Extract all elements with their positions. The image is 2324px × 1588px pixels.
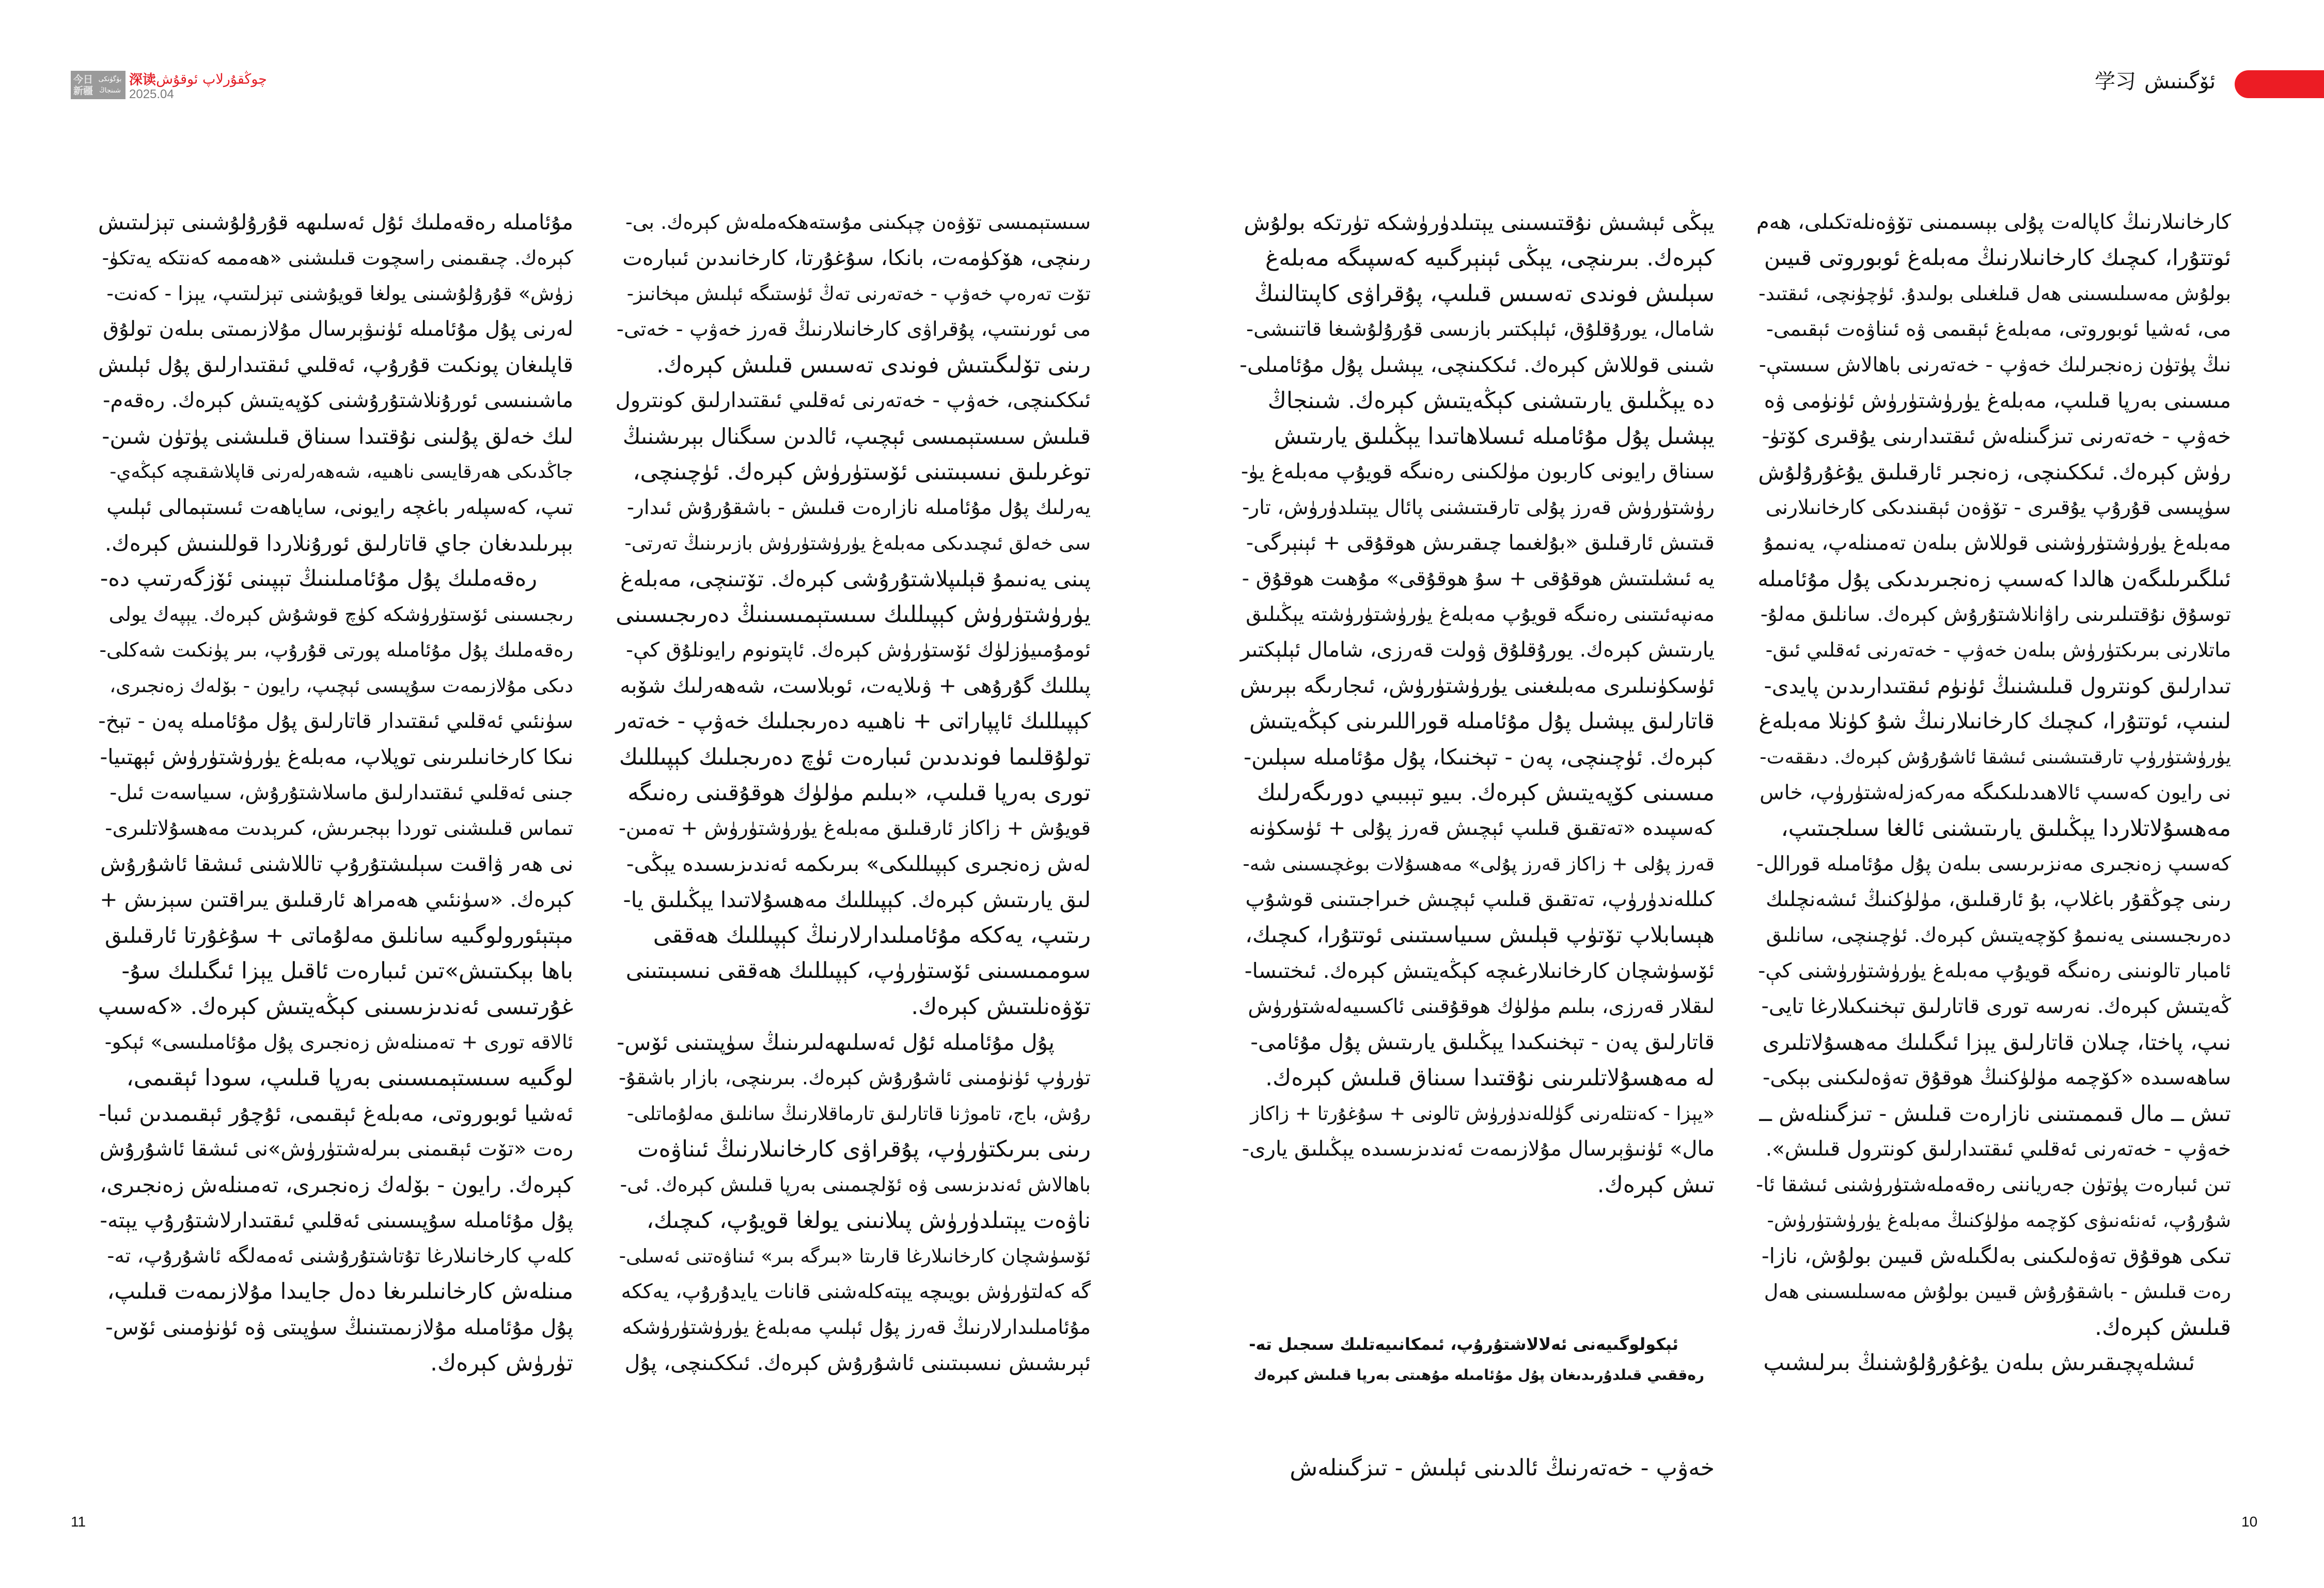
text-line: باھالاش ئەندىزىسى ۋە ئۆلچىمىنى بەرپا قىلىش كېرەك. ئى- (620, 1173, 1091, 1196)
text-line: زۈش» قۇرۇلۇشىنى يولغا قويۇشنى تېزلىتىپ، يېزا - كەنت- (106, 282, 573, 305)
text-line: توسۇق نۇقتىلىرىنى راۋانلاشتۇرۇش كېرەك. سانلىق مەلۇ- (1760, 603, 2231, 626)
text-line: ئامبار تالونىنى رەنىگە قويۇپ مەبلەغ يۈرۈشتۈرۈشنى كې- (1758, 959, 2231, 983)
text-line: بېرىلىدىغان جاي قاتارلىق ئورۇنلاردا قوللىنىش كېرەك. (104, 531, 573, 556)
text-line: «يېزا - كەنتلەرنى گۈللەندۈرۈش تالونى + سۇغۇرتا + زاكاز (1250, 1102, 1715, 1125)
text-line: تىكى ھوقۇق تەۋەلىكىنى بەلگىلەش قىيىن بولۇش، نازا- (1761, 1243, 2231, 1268)
text-line: دەرىجىسىنى يەنىمۇ كۆچەيتىش كېرەك. ئۈچىنچى، سانلىق (1766, 924, 2231, 947)
text-line: تىش ــ مال قىممىتىنى نازارەت قىلىش - تىزگىنلەش ــ (1759, 1101, 2231, 1126)
text-line: رەقەملىك پۇل مۇئامىلىنىڭ تېپىنى ئۆزگەرتىپ دە- (100, 566, 537, 591)
article-column-1 (1756, 205, 2231, 1381)
text-line: بولۇش مەسىلىسىنى ھەل قىلغىلى بولىدۇ. ئۈچۈنچى، ئىقتىد- (1758, 282, 2231, 305)
text-line: مى، ئەشيا ئوبوروتى، مەبلەغ ئېقىمى ۋە ئىناۋەت ئېقىمى- (1766, 318, 2231, 341)
text-line: سېلىش فوندى تەسىس قىلىپ، پۇقراۋى كاپىتالنىڭ (1254, 281, 1715, 307)
text-line: يۈرۈشتۈرۈپ تارقىتىشىنى ئىشقا ئاشۇرۇش كېرەك. دىققەت- (1760, 746, 2231, 768)
text-line: رىجىسىنى ئۆستۈرۈشكە كۈچ قوشۇش كېرەك. يېپەك يولى (108, 603, 573, 626)
text-line: مىسىنى بەرپا قىلىپ، مەبلەغ يۈرۈشتۈرۈش ئۈنۈمى ۋە (1764, 388, 2231, 413)
text-line: سوممىسىنى ئۆستۈرۈپ، كېپىللىك ھەققى نىسبىتىنى (625, 958, 1091, 984)
text-line: سۈپىسى قۇرۇپ يۇقىرى - تۆۋەن ئېقىندىكى كارخانىلارنى (1765, 496, 2231, 519)
text-line: لە مەھسۇلاتلىرىنى نۇقتىدا سىناق قىلىش كېرەك. (1265, 1065, 1715, 1091)
article-column-2 (1239, 205, 1715, 1203)
text-line: نىپ، پاختا، چىلان قاتارلىق يېزا ئىگىلىك مەھسۇلاتلىرى (1762, 1030, 2231, 1055)
text-line: تىدارلىق كونترول قىلىشنىڭ ئۈنۈم ئىقتىدارىدىن پايدى- (1764, 673, 2231, 698)
text-line: قاپلىغان پونكىت قۇرۇپ، ئەقلىي ئىقتىدارلىق پۇل ئېلىش (98, 352, 573, 377)
text-line: تۆت تەرەپ خەۋپ - خەتەرنى تەڭ ئۈستىگە ئېلىش مېخانىز- (626, 283, 1091, 305)
text-line: ساھەسىدە «كۆچمە مۈلۈكنىڭ ھوقۇق تەۋەلىكىنى بېكى- (1763, 1066, 2231, 1089)
text-line: ئىلگىرىلىگەن ھالدا كەسىپ زەنجىرىدىكى پۇل مۇئامىلە (1757, 566, 2231, 591)
text-line: رىنى چوڭقۇر باغلاپ، بۇ ئارقىلىق، مۈلۈكنىڭ ئىشەنچلىك (1766, 888, 2231, 911)
text-line: پۇل مۇئامىلە سۇپىسىنى ئەقلىي ئىقتىدارلاشتۇرۇپ يېتە- (100, 1208, 573, 1233)
section-tab-marker (2235, 70, 2324, 98)
text-line: ئۆسۈشچان كارخانىلارغا قارىتا «بىرگە بىر» ئىناۋەتنى ئەسلى- (619, 1245, 1091, 1267)
text-line: خەۋپ - خەتەرنىڭ ئالدىنى ئېلىش - تىزگىنلەش (1290, 1455, 1715, 1481)
section-title-chinese: 学习 (2094, 70, 2136, 94)
text-line: پىللىك گۇرۇھى + ۋىلايەت، ئوبلاست، شەھەرلىك شۆبە (620, 673, 1091, 698)
article-column-3 (616, 205, 1091, 1381)
text-line: قويۇش + زاكاز ئارقىلىق مەبلەغ يۈرۈشتۈرۈش + تەمىن- (618, 817, 1091, 840)
text-line: ناۋەت يېتىلدۈرۈش پىلانىنى يولغا قويۇپ، كىچىك، (646, 1207, 1091, 1234)
text-line: خەۋپ - خەتەرنى تىزگىنلەش ئىقتىدارىنى يۇقىرى كۆتۈ- (1762, 424, 2231, 448)
text-line: رۈش كېرەك. ئىككىنچى، زەنجىر ئارقىلىق يۇغۇرۇلۇش (1758, 459, 2231, 485)
text-line: كىللەندۈرۈپ، تەتقىق قىلىپ ئېچىش خىراجىتىنى قوشۇپ (1245, 888, 1715, 911)
text-line: يەرلىك پۇل مۇئامىلە نازارەت قىلىش - باشقۇرۇش ئىدار- (626, 496, 1091, 519)
text-line: تۆۋەنلىتىش كېرەك. (911, 993, 1091, 1020)
publication-logo (71, 71, 125, 99)
text-line: سى خەلق ئىچىدىكى مەبلەغ يۈرۈشتۈرۈش بازىرىنىڭ تەرتى- (624, 532, 1091, 554)
text-line: كېرەك. چىقىمنى راسچوت قىلىشنى «ھەممە كەنتكە يەتكۈ- (102, 246, 573, 269)
text-line: سىستېمىسى تۆۋەن چېكىنى مۇستەھكەملەش كېرەك. بى- (625, 211, 1091, 233)
text-line: مۇئامىلە رەقەملىك ئۇل ئەسلىھە قۇرۇلۇشىنى تېزلىتىش (98, 210, 573, 235)
text-line: مەنپەئىتىنى رەنىگە قويۇپ مەبلەغ يۈرۈشتۈرۈشتە يېڭىلىق (1246, 603, 1715, 626)
text-line: لىق يارىتىش كېرەك. كېپىللىك مەھسۇلاتىدا يېڭىلىق يا- (623, 887, 1091, 912)
text-line: سىناق رايونى كاربون مۈلكىنى رەنىگە قويۇپ مەبلەغ يۈ- (1240, 460, 1715, 484)
text-line: لەرنى پۇل مۇئامىلە ئۈنىۋېرسال مۇلازىمىتى بىلەن تولۇق (103, 317, 573, 341)
text-line: مى ئورنىتىپ، پۇقراۋى كارخانىلارنىڭ قەرز خەۋپ - خەتى- (616, 318, 1091, 341)
text-line: جىنى ئەقلىي ئىقتىدارلىق ماسلاشتۇرۇش، سىياسەت ئىل- (109, 781, 573, 804)
article-column-2-tail (1239, 1450, 1715, 1486)
text-line: دىكى مۇلازىمەت سۇپىسى ئېچىپ، رايون - بۆلەك زەنجىرى، (109, 675, 573, 697)
text-line: ئالاقە تورى + تەمىنلەش زەنجىرى پۇل مۇئامىلىسى» ئېكو- (104, 1031, 573, 1053)
text-line: شىنى قوللاش كېرەك. ئىككىنچى، يېشىل پۇل مۇئامىلى- (1239, 352, 1715, 377)
text-line: لىنىپ، ئوتتۇرا، كىچىك كارخانىلارنىڭ شۇ كۈنلا مەبلەغ (1758, 708, 2231, 734)
logo-uyghur (95, 74, 125, 97)
text-line: كلەپ كارخانىلارغا تۇتاشتۇرۇشنى ئەمەلگە ئاشۇرۇپ، تە- (107, 1244, 573, 1268)
text-line: غۇرتىسى ئەندىزىسىنى كېڭەيتىش كېرەك. «كەسىپ (98, 993, 573, 1020)
text-line: كېرەك. بىرىنچى، يېڭى ئېنېرگىيە كەسپىگە مەبلەغ (1265, 245, 1715, 271)
text-line: يە ئىشلىتىش ھوقۇقى + سۇ ھوقۇقى» مۇھىت ھوقۇق - (1242, 567, 1715, 590)
text-line: مۇئامىلىدارلارنىڭ قەرز پۇل ئېلىپ مەبلەغ يۈرۈشتۈرۈشكە (622, 1316, 1091, 1339)
text-line: رەت «تۆت ئېقىمنى بىرلەشتۈرۈش»نى ئىشقا ئاشۇرۇش (99, 1137, 573, 1161)
section-title (2092, 66, 2216, 97)
text-line: قىلىش كېرەك. (2094, 1314, 2231, 1341)
column-name-chinese: 深读 (129, 72, 156, 88)
page-number-left: 11 (71, 1514, 86, 1530)
text-line: مال» ئۈنىۋېرسال مۇلازىمەت ئەندىزىسىدە يېڭىلىق يارى- (1242, 1137, 1715, 1161)
text-line: توغرىلىق نىسبىتىنى ئۆستۈرۈش كېرەك. ئۈچىنچى، (633, 459, 1091, 485)
text-line: ماتلارنى بىرىكتۈرۈش بىلەن خەۋپ - خەتەرنى ئەقلىي ئىق- (1765, 639, 2231, 661)
text-line: تىش كېرەك. (1597, 1172, 1715, 1198)
text-line: قىلىش سىستېمىسى ئېچىپ، ئالدىن سىگنال بېرىشنىڭ (622, 424, 1091, 449)
text-line: مەبلەغ يۈرۈشتۈرۈشنى قوللاش بىلەن تەمىنلەپ، يەنىمۇ (1763, 531, 2231, 555)
text-line: كەسپىدە «تەتقىق قىلىپ ئېچىش قەرز پۇلى + ئۈسكۈنە (1249, 816, 1715, 840)
logo-ug-line1: بۈگۈنكى (98, 75, 122, 83)
text-line: دە يېڭىلىق يارىتىشنى كېڭەيتىش كېرەك. شىنجاڭ (1267, 387, 1715, 414)
text-line: نىكا كارخانىلىرىنى توپلاپ، مەبلەغ يۈرۈشتۈرۈش ئېھتىيا- (100, 744, 573, 769)
text-line: تىماس قىلىشنى توردا بېجىرىش، كىرېدىت مەھسۇلاتلىرى- (105, 817, 573, 840)
text-line: پۇل مۇئامىلە مۇلازىمىتىنىڭ سۈپىتى ۋە ئۈنۈمىنى ئۆس- (105, 1315, 573, 1340)
text-line: كېرەك. «سۈنئىي ھەمراھ ئارقىلىق يىراقتىن سېزىش + (100, 887, 573, 912)
logo-cn-line1: 今日 (73, 73, 93, 85)
text-line: ئىشلەپچىقىرىش بىلەن يۇغۇرۇلۇشنىڭ بىرلىشىپ (1763, 1350, 2195, 1376)
text-line: يارىتىش كېرەك. يورۇقلۇق ۋولت قەرزى، شامال ئېلېكتىر (1240, 638, 1715, 662)
article-column-4 (98, 205, 573, 1381)
text-line: رەت قىلىش - باشقۇرۇش قىيىن بولۇش مەسىلىسىنى ھەل (1764, 1280, 2231, 1303)
text-line: مىنلەش كارخانىلىرىغا دەل جايىدا مۇلازىمەت قىلىپ، (107, 1279, 573, 1304)
text-line: ئوتتۇرا، كىچىك كارخانىلارنىڭ مەبلەغ ئوبوروتى قىيىن (1764, 245, 2231, 271)
text-line: يېشىل پۇل مۇئامىلە ئىسلاھاتىدا يېڭىلىق يارىتىش (1274, 423, 1715, 449)
text-line: قاتارلىق يېشىل پۇل مۇئامىلە قوراللىرىنى كېڭەيتىش (1249, 708, 1715, 734)
text-line: رۈشتۈرۈش قەرز پۇلى تارقىتىشنى پائال يېتىلدۈرۈش، تار- (1242, 496, 1715, 519)
text-line: كېرەك. ئۈچىنچى، پەن - تېخنىكا، پۇل مۇئامىلە سېلىن- (1244, 744, 1715, 770)
text-line: ئېرىشىش نىسبىتىنى ئاشۇرۇش كېرەك. ئىككىنچى، پۇل (624, 1350, 1091, 1375)
text-line: قاتارلىق پەن - تېخنىكىدا يېڭىلىق يارىتىش پۇل مۇئامى- (1250, 1030, 1715, 1054)
text-line: لىك خەلق پۇلىنى نۇقتىدا سىناق قىلىشنى پۈتۈن شىن- (102, 424, 573, 449)
text-line: كەسىپ زەنجىرى مەنزىرىسى بىلەن پۇل مۇئامىلە قورالل- (1756, 852, 2231, 876)
subheading-line: ئېكولوگىيەنى ئەلالاشتۇرۇپ، ئىمكانىيەتلىك سىجىل تە- (1249, 1334, 1678, 1354)
text-line: مەھسۇلاتلاردا يېڭىلىق يارىتىشنى ئالغا سىلجىتىپ، (1781, 815, 2231, 842)
text-line: جاڭدىكى ھەرقايسى ناھىيە، شەھەرلەرنى قاپلاشقىچە كېڭەي- (109, 461, 573, 482)
text-line: رىنچى، ھۆكۈمەت، بانكا، سۇغۇرتا، كارخانىدىن ئىبارەت (622, 245, 1091, 270)
text-line: نى ھەر ۋاقىت سېلىشتۇرۇپ تاللاشنى ئىشقا ئاشۇرۇش (100, 851, 573, 876)
logo-cn-line2: 新疆 (73, 85, 93, 97)
text-line: نى رايون كەسىپ ئالاھىدىلىكىگە مەركەزلەشتۈرۈپ، خاس (1760, 781, 2231, 804)
text-line: شامال، يورۇقلۇق، ئېلېكتىر بازىسى قۇرۇلۇشىغا قاتنىشى- (1246, 318, 1715, 341)
text-line: تىپ، كەسپلەر باغچە رايونى، ساياھەت ئىستېمالى ئېلىپ (106, 495, 573, 519)
text-line: لوگىيە سىستېمىسىنى بەرپا قىلىپ، سودا ئېقىمى، (126, 1065, 573, 1091)
text-line: پىنى يەنىمۇ قېلىپلاشتۇرۇشى كېرەك. تۆتىنچى، مەبلەغ (620, 566, 1091, 591)
text-line: پۇل مۇئامىلە ئۇل ئەسلىھەلىرىنىڭ سۈپىتىنى ئۆس- (617, 1030, 1055, 1055)
text-line: رىنى تۆلىگىتىش فوندى تەسىس قىلىش كېرەك. (656, 352, 1091, 378)
text-line: كېرەك. رايون - بۆلەك زەنجىرى، تەمىنلەش زەنجىرى، (99, 1172, 573, 1197)
logo-ug-line2: شىنجاڭ (99, 86, 121, 95)
text-line: گە كەلتۈرۈش بويىچە يېتەكلەشنى قانات يايدۇرۇپ، يەككە (621, 1280, 1091, 1303)
text-line: مېتېئورولوگىيە سانلىق مەلۇماتى + سۇغۇرتا ئارقىلىق (105, 923, 573, 948)
text-line: تىن ئىبارەت پۈتۈن جەرياننى رەقەملەشتۈرۈشنى ئىشقا ئا- (1756, 1173, 2231, 1196)
text-line: قەرز پۇلى + زاكاز قەرز پۇلى» مەھسۇلات بوغچىسىنى شە- (1243, 853, 1715, 875)
text-line: يۈرۈشتۈرۈش كېپىللىك سىستېمىسىنىڭ دەرىجىسىنى (616, 601, 1091, 628)
text-line: لەش زەنجىرى كېپىللىكى» بىرىكمە ئەندىزىسىدە يېڭى- (626, 851, 1091, 876)
section-title-uyghur: ئۆگىنىش (2144, 70, 2216, 94)
text-line: رىنى بىرىكتۈرۈپ، پۇقراۋى كارخانىلارنىڭ ئىناۋەت (637, 1136, 1091, 1162)
text-line: كېپىللىك ئاپپاراتى + ناھىيە دەرىجىلىك خەۋپ - خەتەر (616, 708, 1091, 734)
text-line: يېڭى ئېشىش نۇقتىسىنى يېتىلدۈرۈشكە تۈرتكە بولۇش (1244, 210, 1715, 235)
text-line: تۈرۈپ ئۈنۈمىنى ئاشۇرۇش كېرەك. بىرىنچى، بازار باشقۇ- (618, 1066, 1091, 1089)
text-line: خەۋپ - خەتەرنى ئەقلىي ئىقتىدارلىق كونترول قىلىش». (1765, 1137, 2231, 1161)
text-line: نىڭ پۈتۈن زەنجىرلىك خەۋپ - خەتەرنى باھالاش سىستې- (1758, 353, 2231, 377)
text-line: ئومۇمىيۈزلۈك ئۆستۈرۈش كېرەك. ئاپتونوم رايونلۇق كې- (626, 639, 1091, 662)
article-subheading (1239, 1329, 1715, 1391)
text-line: قىتىش ئارقىلىق «بۇلغىما چىقىرىش ھوقۇقى + ئېنېرگى- (1246, 531, 1715, 555)
text-line: ئەشيا ئوبوروتى، مەبلەغ ئېقىمى، ئۇچۇر ئېقىمىدىن ئىبا- (98, 1101, 573, 1126)
page-number-right: 10 (2241, 1514, 2258, 1530)
text-line: رۇش، باج، تاموژنا قاتارلىق تارماقلارنىڭ سانلىق مەلۇماتلى- (627, 1102, 1091, 1125)
text-line: تورى بەرپا قىلىپ، «بىلىم مۈلۈك ھوقۇقىنى رەنىگە (627, 780, 1091, 806)
text-line: رىتىپ، يەككە مۇئامىلىدارلارنىڭ كېپىللىك ھەققى (653, 922, 1091, 948)
column-name-uyghur: چوڭقۇرلاپ ئوقۇش (156, 71, 267, 87)
text-line: شۇرۇپ، ئەنئەنىۋى كۆچمە مۈلۈكنىڭ مەبلەغ يۈرۈشتۈرۈش- (1767, 1209, 2231, 1232)
issue-date: 2025.04 (129, 87, 174, 101)
text-line: سۈنئىي ئەقلىي ئىقتىدار قاتارلىق پۇل مۇئامىلە پەن - تېخ- (98, 709, 573, 733)
text-line: مىسىنى كۆپەيتىش كېرەك. بىيو تېببىي دورىگەرلىك (1257, 780, 1715, 806)
text-line: ڭەيتىش كېرەك. نەرسە تورى قاتارلىق تېخنىكىلارغا تايى- (1761, 994, 2231, 1018)
text-line: ئۆسۈشچان كارخانىلارغىچە كېڭەيتىش كېرەك. ئىختىسا- (1244, 958, 1715, 983)
text-line: لىقلار قەرزى، بىلىم مۈلۈك ھوقۇقىنى ئاكسىيەلەشتۈرۈش (1248, 995, 1715, 1018)
subheading-line: رەققىي قىلدۇرىدىغان پۇل مۇئامىلە مۇھىتى بەرپا قىلىش كېرەك (1253, 1366, 1704, 1383)
text-line: ئۈسكۈنىلىرى مەبلىغىنى يۈرۈشتۈرۈش، ئىجارىگە بېرىش (1240, 673, 1715, 698)
text-line: تۈرۈش كېرەك. (430, 1350, 573, 1376)
logo-chinese (71, 74, 95, 97)
text-line: كارخانىلارنىڭ كاپالەت پۇلى بېسىمىنى تۆۋەنلەتكىلى، ھەم (1756, 210, 2231, 234)
text-line: ماشىنىسى ئورۇنلاشتۇرۇشنى كۆپەيتىش كېرەك. رەقەم- (103, 388, 573, 412)
text-line: باھا بېكىتىش»تىن ئىبارەت ئاقىل يېزا ئىگىلىك سۇ- (121, 958, 573, 984)
text-line: رەقەملىك پۇل مۇئامىلە پورتى قۇرۇپ، بىر پۈنكىت شەكلى- (99, 639, 573, 661)
text-line: ئىككىنچى، خەۋپ - خەتەرنى ئەقلىي ئىقتىدارلىق كونترول (615, 388, 1091, 412)
text-line: تولۇقلىما فوندىدىن ئىبارەت ئۈچ دەرىجىلىك كېپىللىك (619, 744, 1091, 770)
text-line: ھېسابلاپ تۆتۈپ قېلىش سىياسىتىنى ئوتتۇرا، كىچىك، (1245, 922, 1715, 948)
